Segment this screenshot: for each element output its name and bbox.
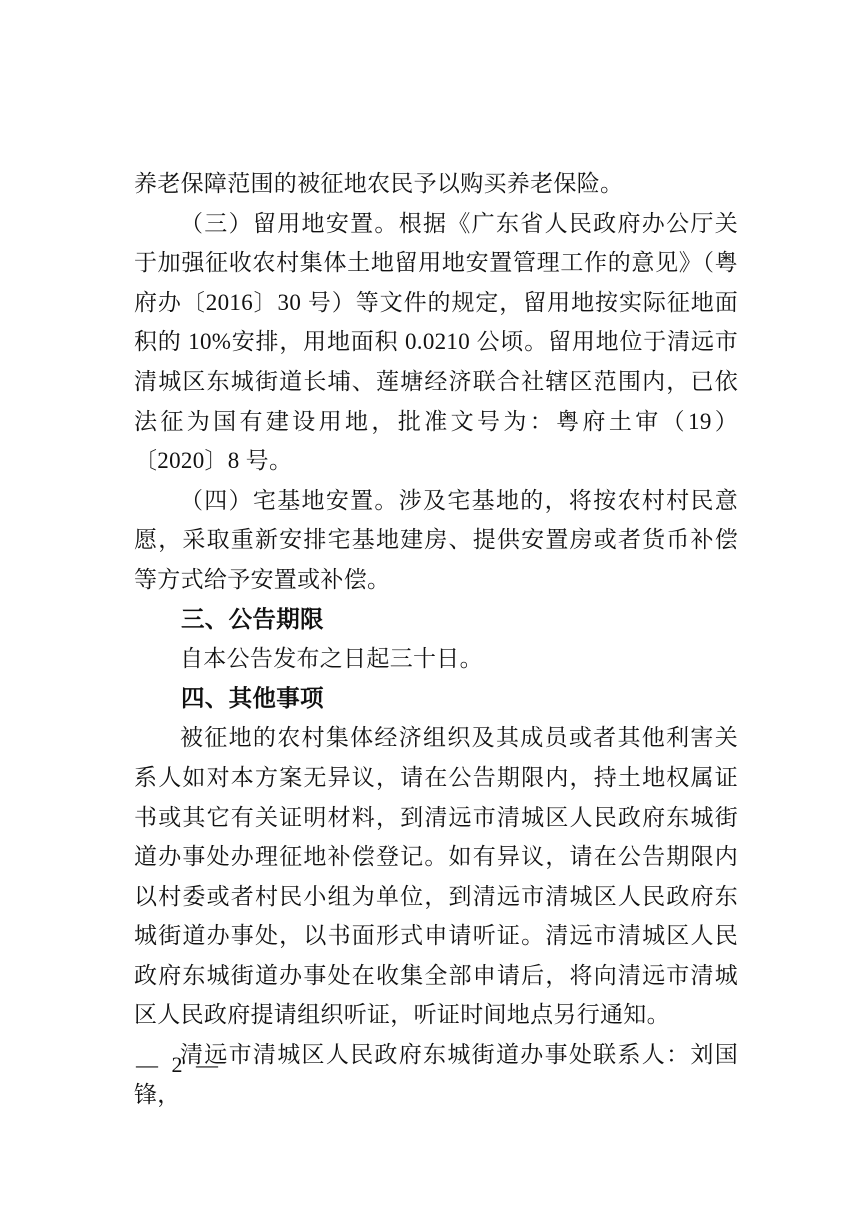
document-body (134, 164, 738, 1114)
heading-announcement-period: 三、公告期限 (181, 605, 324, 632)
paragraph-objection-procedure: 被征地的农村集体经济组织及其成员或者其他利害关系人如对本方案无异议，请在公告期限内，持土地权属证书或其它有关证明材料，到清远市清城区人民政府东城街道办事处办理征地补偿登记。如有异议，请在公告期限内以村委或者村民小组为单位，到清远市清城区人民政府东城街道办事处，以书面形式申请听证。清远市清城区人民政府东城街道办事处在收集全部申请后，将向清远市清城区人民政府提请组织听证，听证时间地点另行通知。 (134, 725, 738, 1028)
paragraph-reserved-land-resettlement: （三）留用地安置。根据《广东省人民政府办公厅关于加强征收农村集体土地留用地安置管理工作的意见》（粤府办〔2016〕30 号）等文件的规定，留用地按实际征地面积的 10%安排，用地面积 0.0210 公顷。留用地位于清远市清城区东城街道长埔、莲塘经济联合社辖区范围内，已依法征为国有建设用地，批准文号为：粤府土审（19）〔2020〕8 号。 (134, 210, 738, 474)
paragraph-pension-continuation: 养老保障范围的被征地农民予以购买养老保险。 (134, 171, 624, 196)
paragraph-contact-person: 清远市清城区人民政府东城街道办事处联系人：刘国锋， (134, 1042, 738, 1107)
paragraph-homestead-resettlement: （四）宅基地安置。涉及宅基地的，将按农村村民意愿，采取重新安排宅基地建房、提供安置房或者货币补偿等方式给予安置或补偿。 (134, 487, 738, 592)
heading-other-matters: 四、其他事项 (181, 684, 324, 711)
paragraph-announcement-period: 自本公告发布之日起三十日。 (180, 646, 483, 672)
page-number: — 2 — (136, 1052, 222, 1077)
